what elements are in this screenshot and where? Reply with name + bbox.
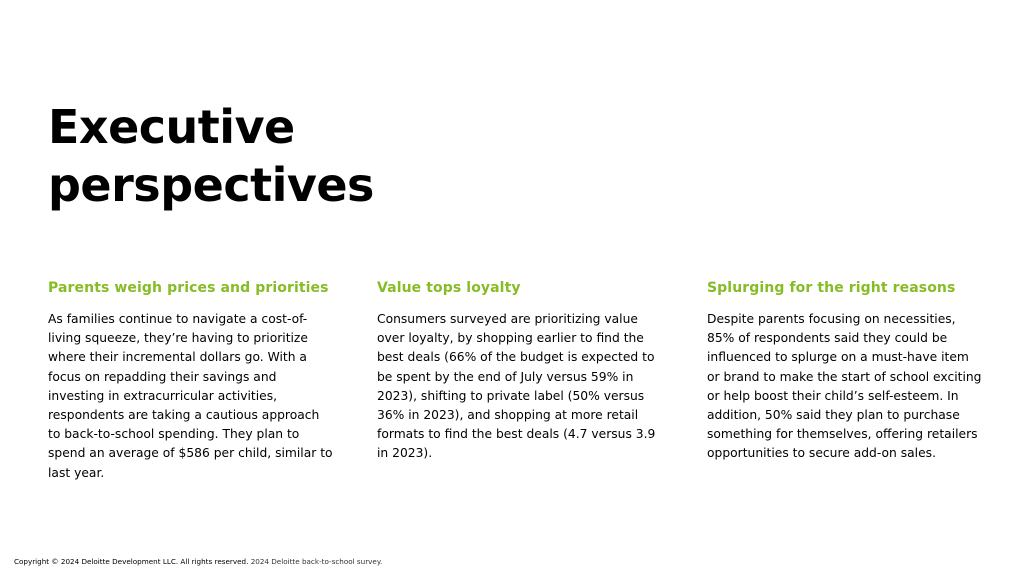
column-splurging	[707, 278, 982, 464]
column-body: Consumers surveyed are prioritizing value over loyalty, by shopping earlier to find the best deals (66% of the budget is expected to be spent by the end of July versus 59% in 2023), shifting to private label (50% versus 36% in 2023), and shopping at more retail formats to find the best deals (4.7 versus 3.9 in 2023).	[377, 312, 656, 461]
column-heading: Value tops loyalty	[377, 280, 521, 296]
column-prices-priorities	[48, 278, 333, 483]
column-heading: Parents weigh prices and priorities	[48, 280, 329, 296]
column-body: Despite parents focusing on necessities, 85% of respondents said they could be influenced to splurge on a must-have item or brand to make the start of school exciting or help boost their child’s self-esteem. In addition, 50% said they plan to purchase something for themselves, offering retailers opportunities to secure add-on sales.	[707, 312, 982, 461]
page-title-line-1: Executive	[48, 100, 295, 154]
column-body: As families continue to navigate a cost-of-living squeeze, they’re having to prioritize where their incremental dollars go. With a focus on repadding their savings and investing in extracurricular activities, respondents are taking a cautious approach to back-to-school spending. They plan to spend an average of $586 per child, similar to last year.	[48, 312, 333, 480]
column-value-loyalty	[377, 278, 662, 464]
page-title-line-2: perspectives	[48, 158, 374, 212]
page-title	[48, 98, 374, 214]
column-heading: Splurging for the right reasons	[707, 280, 956, 296]
footer	[14, 557, 382, 567]
copyright-text: Copyright © 2024 Deloitte Development LLC. All rights reserved.	[14, 557, 249, 566]
source-text: 2024 Deloitte back-to-school survey.	[250, 557, 383, 566]
